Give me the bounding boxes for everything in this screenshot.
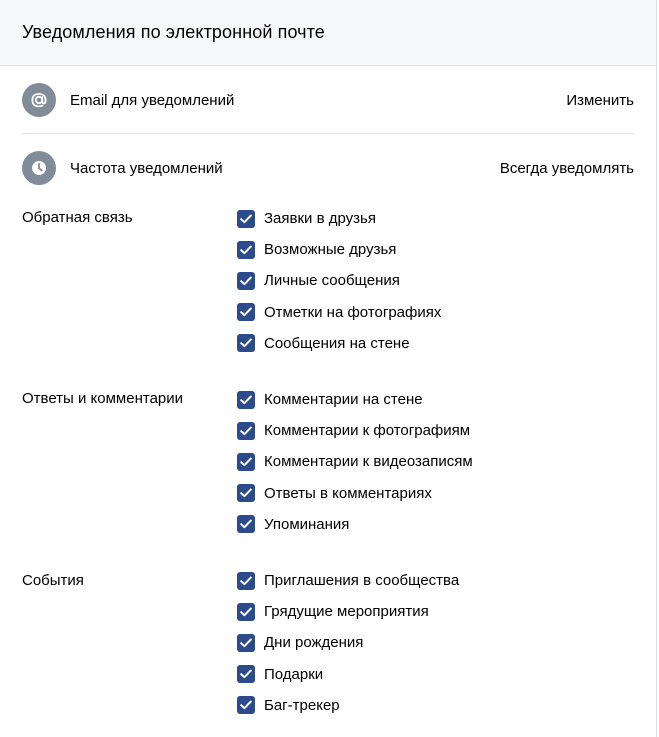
checkbox-gifts[interactable] <box>237 659 459 690</box>
checkbox-comment-replies[interactable] <box>237 478 473 509</box>
checkbox-wall-posts[interactable] <box>237 328 441 359</box>
checkbox-list-feedback <box>237 203 441 359</box>
checkbox-checked-icon <box>237 272 255 290</box>
checkbox-checked-icon <box>237 696 255 714</box>
checkbox-checked-icon <box>237 210 255 228</box>
frequency-selector[interactable]: Всегда уведомлять <box>499 159 634 177</box>
checkbox-label: Отметки на фотографиях <box>264 303 442 321</box>
group-label-feedback: Обратная связь <box>22 209 133 226</box>
checkbox-label: Баг-трекер <box>264 696 340 714</box>
checkbox-checked-icon <box>237 453 255 471</box>
checkbox-checked-icon <box>237 634 255 652</box>
checkbox-mentions[interactable] <box>237 509 473 540</box>
checkbox-checked-icon <box>237 603 255 621</box>
group-label-events: События <box>22 572 84 589</box>
checkbox-label: Комментарии к фотографиям <box>264 422 471 440</box>
frequency-label: Частота уведомлений <box>70 159 223 177</box>
checkbox-private-messages[interactable] <box>237 265 441 296</box>
checkbox-birthdays[interactable] <box>237 627 459 658</box>
group-label-replies-comments: Ответы и комментарии <box>22 390 184 407</box>
email-setting-row <box>22 82 634 118</box>
checkbox-list-events <box>237 565 459 721</box>
checkbox-checked-icon <box>237 422 255 440</box>
checkbox-label: Заявки в друзья <box>264 210 376 228</box>
frequency-setting-row <box>22 150 634 186</box>
checkbox-label: Грядущие мероприятия <box>264 603 429 621</box>
checkbox-checked-icon <box>237 515 255 533</box>
checkbox-checked-icon <box>237 303 255 321</box>
checkbox-label: Приглашения в сообщества <box>264 572 460 590</box>
checkbox-community-invites[interactable] <box>237 565 459 596</box>
checkbox-label: Дни рождения <box>264 634 364 652</box>
checkbox-wall-comments[interactable] <box>237 384 473 415</box>
panel-header <box>0 0 656 66</box>
checkbox-label: Подарки <box>264 665 324 683</box>
divider <box>22 133 634 134</box>
email-label: Email для уведомлений <box>70 91 235 109</box>
checkbox-label: Упоминания <box>264 515 350 533</box>
checkbox-label: Ответы в комментариях <box>264 484 432 502</box>
checkbox-checked-icon <box>237 572 255 590</box>
checkbox-photo-tags[interactable] <box>237 297 441 328</box>
clock-icon <box>22 151 56 185</box>
checkbox-list-replies-comments <box>237 384 473 540</box>
checkbox-photo-comments[interactable] <box>237 415 473 446</box>
checkbox-label: Сообщения на стене <box>264 334 410 352</box>
checkbox-possible-friends[interactable] <box>237 234 441 265</box>
checkbox-upcoming-events[interactable] <box>237 596 459 627</box>
checkbox-checked-icon <box>237 484 255 502</box>
checkbox-checked-icon <box>237 391 255 409</box>
checkbox-label: Комментарии к видеозаписям <box>264 453 473 471</box>
change-email-link[interactable]: Изменить <box>566 91 634 109</box>
checkbox-label: Комментарии на стене <box>264 391 423 409</box>
checkbox-label: Личные сообщения <box>264 272 400 290</box>
checkbox-label: Возможные друзья <box>264 241 397 259</box>
checkbox-checked-icon <box>237 241 255 259</box>
checkbox-checked-icon <box>237 665 255 683</box>
checkbox-friend-requests[interactable] <box>237 203 441 234</box>
page-title: Уведомления по электронной почте <box>22 22 325 42</box>
checkbox-video-comments[interactable] <box>237 446 473 477</box>
at-icon <box>22 83 56 117</box>
checkbox-bug-tracker[interactable] <box>237 690 459 721</box>
checkbox-checked-icon <box>237 334 255 352</box>
